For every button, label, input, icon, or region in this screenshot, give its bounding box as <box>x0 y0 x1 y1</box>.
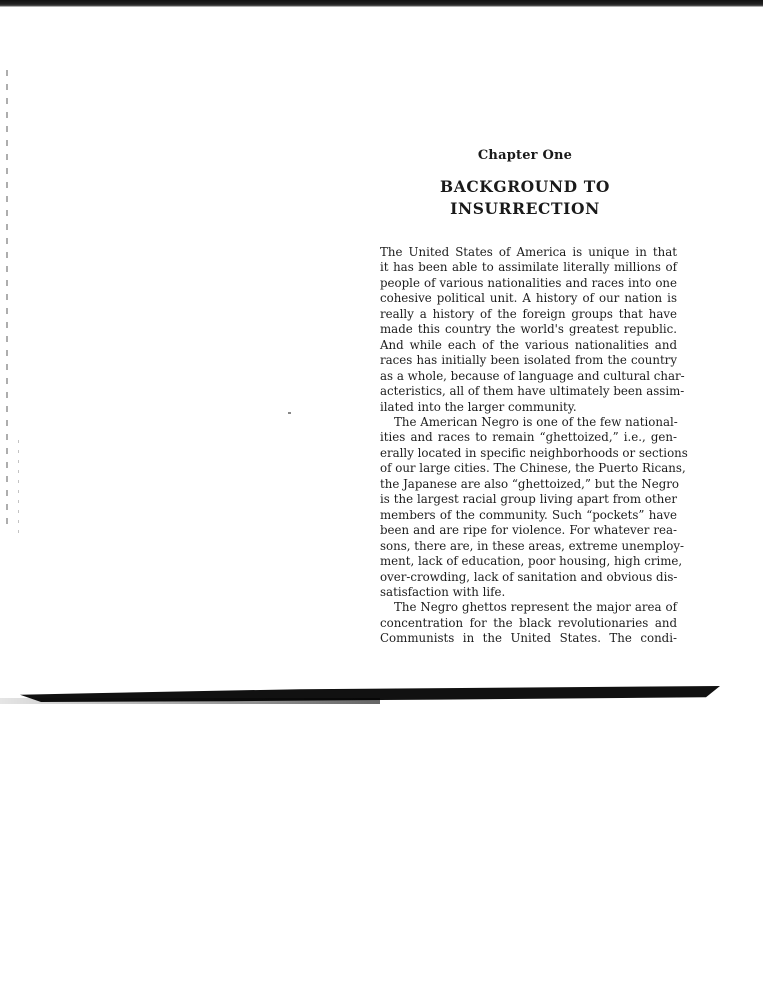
text-line: it has been able to assimilate literally millions of <box>380 260 677 275</box>
text-line: acteristics, all of them have ultimately been assim- <box>380 384 685 399</box>
text-line: ities and races to remain “ghettoized,” i.e., gen- <box>380 430 677 445</box>
text-line: people of various nationalities and races into one <box>380 275 677 290</box>
text-line: Communists in the United States. The condi- <box>380 631 677 646</box>
text-line: the Japanese are also “ghettoized,” but the Negro <box>380 476 680 491</box>
chapter-title <box>380 176 670 220</box>
text-line: cohesive political unit. A history of our nation is <box>380 291 677 306</box>
text-line: satisfaction with life. <box>380 584 506 599</box>
scan-bottom-border-fade <box>0 698 380 704</box>
body-text <box>380 245 688 647</box>
text-line: members of the community. Such “pockets” have <box>380 507 677 522</box>
text-line: of our large cities. The Chinese, the Puerto Ricans, <box>380 461 686 476</box>
text-line: The United States of America is unique in that <box>380 245 677 259</box>
text-line: as a whole, because of language and cultural char- <box>380 368 685 383</box>
scan-top-border <box>0 0 763 7</box>
chapter-title-line-1: BACKGROUND TO <box>440 177 610 196</box>
text-line: concentration for the black revolutionaries and <box>380 615 677 630</box>
text-line: ilated into the larger community. <box>380 399 577 414</box>
text-line: The American Negro is one of the few national- <box>394 414 678 429</box>
text-line: erally located in specific neighborhoods or sections <box>380 445 688 460</box>
text-line: made this country the world's greatest republic. <box>380 322 677 337</box>
scan-speck <box>288 412 291 414</box>
text-line: The Negro ghettos represent the major area of <box>394 600 677 615</box>
text-line: And while each of the various nationalities and <box>380 337 677 352</box>
text-line: is the largest racial group living apart from other <box>380 492 677 507</box>
text-line: really a history of the foreign groups that have <box>380 306 677 321</box>
text-line: been and are ripe for violence. For whatever rea- <box>380 523 677 538</box>
text-line: over-crowding, lack of sanitation and obvious dis- <box>380 569 678 584</box>
chapter-title-line-2: INSURRECTION <box>450 199 600 218</box>
text-line: ment, lack of education, poor housing, high crime, <box>380 554 683 569</box>
chapter-label: Chapter One <box>477 148 573 163</box>
scan-left-edge-artifact <box>6 70 8 530</box>
text-line: sons, there are, in these areas, extreme unemploy- <box>380 538 684 553</box>
text-line: races has initially been isolated from the country <box>380 353 677 368</box>
scan-left-edge-artifact-2 <box>18 440 19 540</box>
